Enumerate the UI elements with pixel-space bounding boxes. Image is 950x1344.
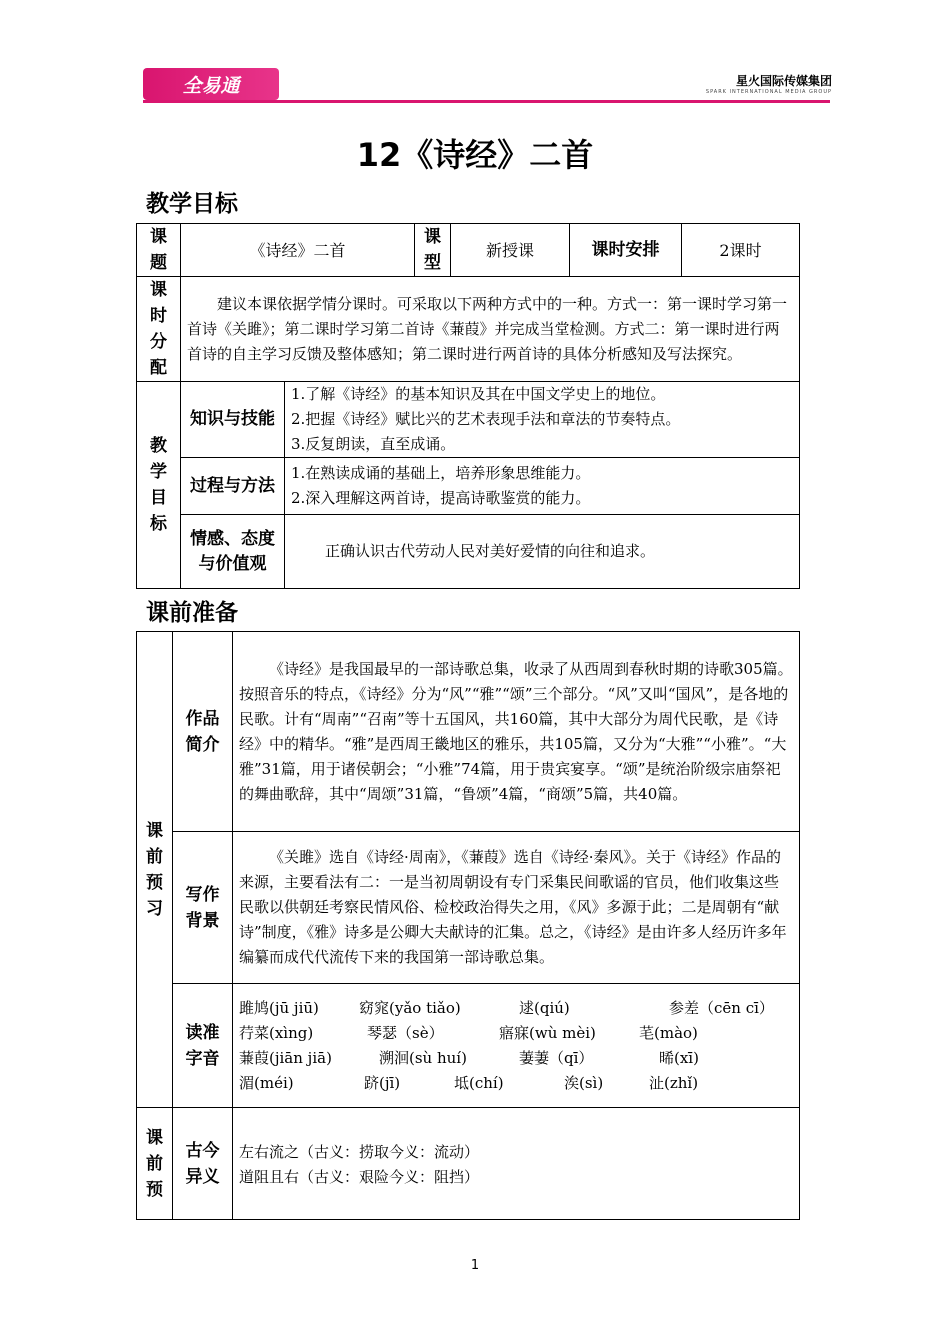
- pron-row: 湄(méi) 跻(jī) 坻(chí) 涘(sì) 沚(zhǐ): [239, 1073, 699, 1092]
- goal-item: 2.把握《诗经》赋比兴的艺术表现手法和章法的节奏特点。: [291, 410, 681, 428]
- goal-item: 3.反复朗读，直至成诵。: [291, 435, 456, 453]
- goals-label-cell: 教学目标: [137, 382, 181, 589]
- brand-name-cn: 星火国际传媒集团: [735, 74, 832, 88]
- goal-label-emotion: 情感、态度与价值观: [181, 515, 285, 589]
- preview-label-cell: 课前预习: [137, 632, 173, 1108]
- archaic-table: [136, 1107, 800, 1220]
- goals-table: [136, 223, 800, 589]
- goal-label-knowledge: 知识与技能: [181, 382, 285, 458]
- archaic-items: [233, 1108, 800, 1220]
- brand-logo: 全易通: [143, 68, 279, 100]
- pron-row: 蒹葭(jiān jiā) 溯洄(sù huí) 萋萋（qī） 晞(xī): [239, 1048, 699, 1067]
- goal-label-process: 过程与方法: [181, 458, 285, 515]
- hours-label-cell: 课时安排: [570, 224, 682, 277]
- brand-name-en: SPARK INTERNATIONAL MEDIA GROUP: [705, 89, 832, 95]
- section-heading-goals: 教学目标: [146, 191, 238, 217]
- course-name-cell: 《诗经》二首: [181, 224, 415, 277]
- goal-items-process: [285, 458, 800, 515]
- pronunciation-label-cell: 读准字音: [173, 984, 233, 1108]
- pronunciation-list: [233, 984, 800, 1108]
- intro-text: 《诗经》是我国最早的一部诗歌总集，收录了从西周到春秋时期的诗歌305篇。按照音乐的特点，《诗经》分为“风”“雅”“颂”三个部分。“风”又叫“国风”，是各地的民歌。计有“周南”“召南”等十五国风，共160篇，其中大部分为周代民歌，是《诗经》中的精华。“雅”是西周王畿地区的雅乐，共105篇，又分为“大雅”“小雅”。“大雅”31篇，用于诸侯朝会；“小雅”74篇，用于贵宾宴享。“颂”是统治阶级宗庙祭祀的舞曲歌辞，其中“周颂”31篇，“鲁颂”4篇，“商颂”5篇，共40篇。: [233, 632, 800, 832]
- intro-label-cell: 作品简介: [173, 632, 233, 832]
- hours-value-cell: 2课时: [682, 224, 800, 277]
- goal-items-knowledge: [285, 382, 800, 458]
- course-label-cell: 课题: [137, 224, 181, 277]
- type-label-cell: 课型: [415, 224, 451, 277]
- archaic-group-label-cell: 课前预: [137, 1108, 173, 1220]
- archaic-label-cell: 古今异义: [173, 1108, 233, 1220]
- goal-item: 2.深入理解这两首诗，提高诗歌鉴赏的能力。: [291, 489, 591, 507]
- publisher-brand: [706, 72, 832, 95]
- archaic-item: 道阻且右（古义：艰险今义：阻挡）: [239, 1168, 480, 1186]
- background-label-cell: 写作背景: [173, 832, 233, 984]
- type-value-cell: 新授课: [451, 224, 570, 277]
- allocation-text: 建议本课依据学情分课时。可采取以下两种方式中的一种。方式一：第一课时学习第一首诗《关雎》；第二课时学习第二首诗《蒹葭》并完成当堂检测。方式二：第一课时进行两首诗的自主学习反馈及整体感知；第二课时进行两首诗的具体分析感知及写法探究。: [181, 277, 800, 382]
- archaic-item: 左右流之（古义：捞取今义：流动）: [239, 1143, 480, 1161]
- background-text: 《关雎》选自《诗经·周南》，《蒹葭》选自《诗经·秦风》。关于《诗经》作品的来源，主要看法有二：一是当初周朝设有专门采集民间歌谣的官员，他们收集这些民歌以供朝廷考察民情风俗、检校政治得失之用，《风》多源于此；二是周朝有“献诗”制度，《雅》诗多是公卿大夫献诗的汇集。总之，《诗经》是由许多人经历许多年编纂而成代代流传下来的我国第一部诗歌总集。: [233, 832, 800, 984]
- goal-item: 1.了解《诗经》的基本知识及其在中国文学史上的地位。: [291, 385, 666, 403]
- pron-row: 雎鸠(jū jiū) 窈窕(yǎo tiǎo) 逑(qiú) 参差（cēn cī）: [239, 998, 774, 1017]
- header-divider: [143, 100, 830, 103]
- preview-table: [136, 631, 800, 1108]
- goal-items-emotion: [285, 515, 800, 589]
- page-number: 1: [470, 1258, 480, 1273]
- goal-item: 正确认识古代劳动人民对美好爱情的向往和追求。: [325, 542, 656, 560]
- pron-row: 荇菜(xìng) 琴瑟（sè） 寤寐(wù mèi) 芼(mào): [239, 1023, 698, 1042]
- goal-item: 1.在熟读成诵的基础上，培养形象思维能力。: [291, 464, 591, 482]
- section-heading-prep: 课前准备: [146, 600, 238, 626]
- lesson-title: 12《诗经》二首: [356, 136, 594, 174]
- allocation-label-cell: 课时分配: [137, 277, 181, 382]
